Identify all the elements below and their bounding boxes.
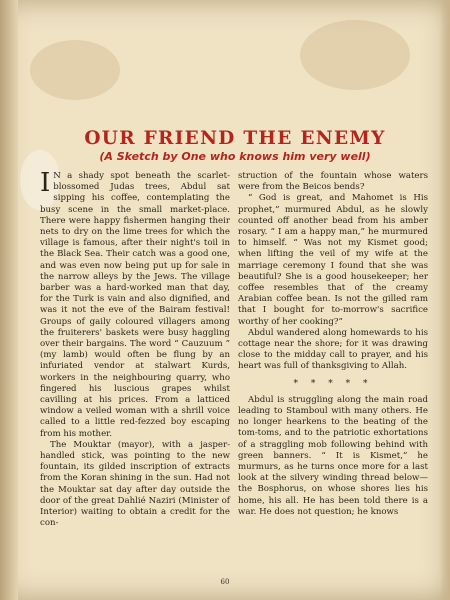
paragraph: struction of the fountain whose waters were from the Beicos bends? xyxy=(238,171,428,193)
article-subtitle: (A Sketch by One who knows him very well) xyxy=(99,150,371,163)
right-column xyxy=(238,171,428,518)
paper-stain xyxy=(300,20,410,90)
drop-cap: I xyxy=(40,168,51,198)
paragraph xyxy=(40,168,230,440)
paragraph-text: N a shady spot beneath the scarlet-blossomed Judas trees, Abdul sat sipping his coffee, contemplating the busy scene in the small market-place. There were happy fishermen hanging their nets to dry on the lime trees for which the village is famous, after their night's toil in the Black Sea. Their catch was a good one, and was even now being put up for sale in the narrow alleys by the Jews. The village barber was a hard-worked man that day, for the Turk is vain and also dignified, and was it not the eve of the Bairam festival! Groups of gaily coloured villagers among the fruiterers' baskets were busy haggling over their bargains. The word “ Cauzuum ” (my lamb) would often be flung by an infuriated vendor at stalwart Kurds, workers in the neighbouring quarry, who fingered his luscious grapes whilst cavilling at his prices. From a latticed window a veiled woman with a shrill voice called to a little red-fezzed boy escaping from his mother. xyxy=(40,171,230,439)
paragraph: The Mouktar (mayor), with a jasper-handled stick, was pointing to the new fountain, its gilded inscription of extracts from the Koran shining in the sun. Had not the Mouktar sat day after day outside the door of the great Dahlié Naziri (Minister of Interior) waiting to obtain a credit for the con- xyxy=(40,439,230,529)
paper-stain xyxy=(30,40,120,100)
paragraph: Abdul wandered along homewards to his cottage near the shore; for it was drawing close to the midday call to prayer, and his heart was full of thanksgiving to Allah. xyxy=(238,327,428,372)
paragraph: Abdul is struggling along the main road leading to Stamboul with many others. He no longer hearkens to the beating of the tom-toms, and to the patriotic exhortations of a straggling mob following behind with green banners. “ It is Kismet,” he murmurs, as he turns once more for a last look at the silvery winding thread below—the Bosphorus, on whose shores lies his home, his all. He has been told there is a war. He does not question; he knows xyxy=(238,394,428,517)
paragraph: “ God is great, and Mahomet is His prophet,” murmured Abdul, as he slowly counted off another bead from his amber rosary. “ I am a happy man,” he murmured to himself. “ Was not my Kismet good; when lifting the veil of my wife at the marriage ceremony I found that she was beautiful? She is a good housekeeper; her coffee resembles that of the creamy Arabian coffee bean. Is not the gilled ram that I bought for to-morrow's sacrifice worthy of her cooking?” xyxy=(238,193,428,327)
page-number: 60 xyxy=(220,578,230,586)
article-title: OUR FRIEND THE ENEMY xyxy=(84,128,386,149)
section-break: * * * * * xyxy=(293,378,373,389)
left-column xyxy=(40,168,230,530)
